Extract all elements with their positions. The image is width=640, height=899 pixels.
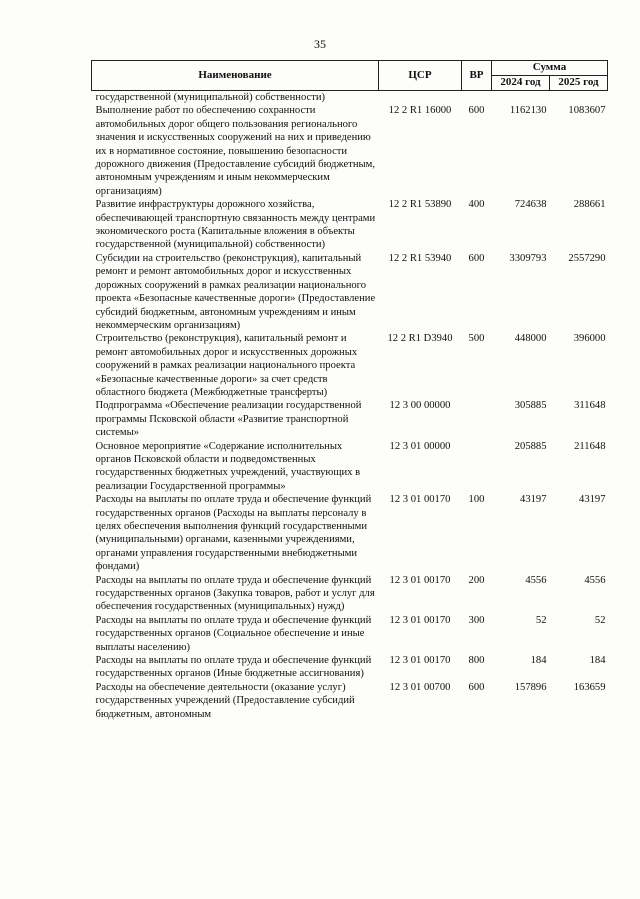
row-sum-2024-cell: 43197	[520, 494, 547, 506]
row-csr-cell: 12 2 R1 53890	[388, 199, 452, 211]
row-csr-cell: 12 3 01 00170	[389, 655, 451, 667]
row-sum-2024-cell: 184	[530, 655, 547, 667]
row-sum-2024-cell: 1162130	[509, 105, 547, 117]
row-vr-cell: 600	[468, 681, 485, 693]
row-csr-cell: 12 3 01 00170	[389, 614, 451, 626]
table-row	[92, 332, 608, 399]
table-row	[92, 198, 608, 252]
row-csr-cell: 12 2 R1 D3940	[387, 333, 453, 345]
table-row	[92, 91, 608, 105]
row-name-cell: Выполнение работ по обеспечению сохранности автомобильных дорог общего пользования регионального значения и искусственных сооружений на них и приведению их в нормативное состояние, повышению безопасности дорожного движения (Предоставление субсидий бюджетным, автономным учреждениям и иным некоммерческим организациям)	[95, 105, 375, 197]
row-sum-2024-cell: 52	[535, 614, 547, 626]
row-sum-2024-cell: 724638	[514, 199, 547, 211]
row-name-cell: Подпрограмма «Обеспечение реализации государственной программы Псковской области «Развитие транспортной системы»	[95, 400, 362, 439]
row-name-cell: Расходы на выплаты по оплате труда и обеспечение функций государственных органов (Иные бюджетные ассигнования)	[95, 655, 372, 680]
row-sum-2025-cell: 4556	[584, 574, 606, 586]
row-csr-cell: 12 3 01 00700	[389, 681, 451, 693]
row-name-cell: Основное мероприятие «Содержание исполнительных органов Псковской области и подведомственных государственных бюджетных учреждений, участвующих в реализации Государственной программы»	[95, 440, 361, 492]
row-name-cell: Расходы на обеспечение деятельности (оказание услуг) государственных учреждений (Предоставление субсидий бюджетным, автономным	[95, 681, 355, 720]
table-row	[92, 654, 608, 681]
row-sum-2025-cell: 288661	[573, 199, 606, 211]
row-sum-2025-cell: 311648	[574, 400, 606, 412]
header-vr: ВР	[462, 61, 492, 91]
row-sum-2025-cell: 211648	[574, 440, 606, 452]
table-row	[92, 493, 608, 573]
table-row	[92, 252, 608, 332]
row-vr-cell	[462, 91, 492, 105]
row-sum-2025-cell: 52	[594, 614, 606, 626]
table-row	[92, 681, 608, 721]
row-vr-cell: 600	[468, 105, 485, 117]
row-name-cell: Развитие инфраструктуры дорожного хозяйства, обеспечивающей транспортную связанность между центрами экономического роста (Капитальные вложения в объекты государственной (муниципальной) собственности)	[95, 199, 376, 251]
header-name: Наименование	[92, 61, 379, 91]
row-sum-2025-cell: 43197	[579, 494, 606, 506]
row-sum-2025-cell: 163659	[573, 681, 606, 693]
header-sum: Сумма	[492, 61, 608, 76]
row-vr-cell: 200	[468, 574, 485, 586]
row-sum-2025-cell: 396000	[573, 333, 606, 345]
row-name-cell: государственной (муниципальной) собственности)	[95, 92, 326, 103]
row-name-cell: Расходы на выплаты по оплате труда и обеспечение функций государственных органов (Расходы на выплаты персоналу в целях обеспечения выполнения функций государственными (муниципальными) органами, казенными учреждениями, органами управления государственными внебюджетными фондами)	[95, 494, 372, 573]
row-vr-cell	[462, 440, 492, 494]
row-sum-2024-cell	[492, 91, 550, 105]
row-vr-cell: 800	[468, 655, 485, 667]
row-vr-cell: 400	[468, 199, 485, 211]
row-csr-cell: 12 2 R1 16000	[388, 105, 452, 117]
row-sum-2024-cell: 157896	[514, 681, 547, 693]
row-vr-cell: 100	[468, 494, 485, 506]
row-name-cell: Расходы на выплаты по оплате труда и обеспечение функций государственных органов (Социальное обеспечение и иные выплаты населению)	[95, 614, 372, 653]
row-csr-cell: 12 3 01 00000	[389, 440, 451, 452]
row-vr-cell	[462, 399, 492, 439]
row-vr-cell: 300	[468, 614, 485, 626]
row-csr-cell: 12 3 00 00000	[389, 400, 451, 412]
row-sum-2024-cell: 4556	[525, 574, 547, 586]
row-sum-2025-cell	[550, 91, 608, 105]
row-csr-cell: 12 3 01 00170	[389, 494, 451, 506]
table-row	[92, 614, 608, 654]
table-row	[92, 440, 608, 494]
row-vr-cell: 500	[468, 333, 485, 345]
row-sum-2024-cell: 448000	[514, 333, 547, 345]
row-sum-2024-cell: 205885	[514, 440, 547, 452]
row-vr-cell: 600	[468, 252, 485, 264]
header-csr: ЦСР	[379, 61, 462, 91]
row-sum-2024-cell: 305885	[514, 400, 547, 412]
row-csr-cell: 12 2 R1 53940	[388, 252, 452, 264]
budget-table-container	[91, 60, 607, 721]
row-name-cell: Строительство (реконструкция), капитальный ремонт и ремонт автомобильных дорог и искусственных дорожных сооружений в рамках реализации национального проекта «Безопасные качественные дороги» за счет средств областного бюджета (Межбюджетные трансферты)	[95, 333, 358, 398]
row-sum-2024-cell: 3309793	[509, 252, 547, 264]
row-sum-2025-cell: 1083607	[568, 105, 606, 117]
table-row	[92, 574, 608, 614]
row-csr-cell	[379, 91, 462, 105]
row-csr-cell: 12 3 01 00170	[389, 574, 451, 586]
header-year-2025: 2025 год	[550, 76, 608, 91]
table-row	[92, 399, 608, 439]
row-sum-2025-cell: 2557290	[568, 252, 606, 264]
budget-table	[91, 60, 608, 721]
table-row	[92, 104, 608, 198]
row-name-cell: Расходы на выплаты по оплате труда и обеспечение функций государственных органов (Закупка товаров, работ и услуг для обеспечения государственных (муниципальных) нужд)	[95, 574, 375, 613]
page-number: 35	[314, 37, 326, 51]
table-header	[92, 61, 608, 91]
row-name-cell: Субсидии на строительство (реконструкция), капитальный ремонт и ремонт автомобильных дорог и искусственных дорожных сооружений в рамках реализации национального проекта «Безопасные качественные дороги» (Предоставление субсидий бюджетным, автономным учреждениям и иным некоммерческим организациям)	[95, 252, 376, 331]
header-year-2024: 2024 год	[492, 76, 550, 91]
row-sum-2025-cell: 184	[589, 655, 606, 667]
table-body	[92, 91, 608, 722]
